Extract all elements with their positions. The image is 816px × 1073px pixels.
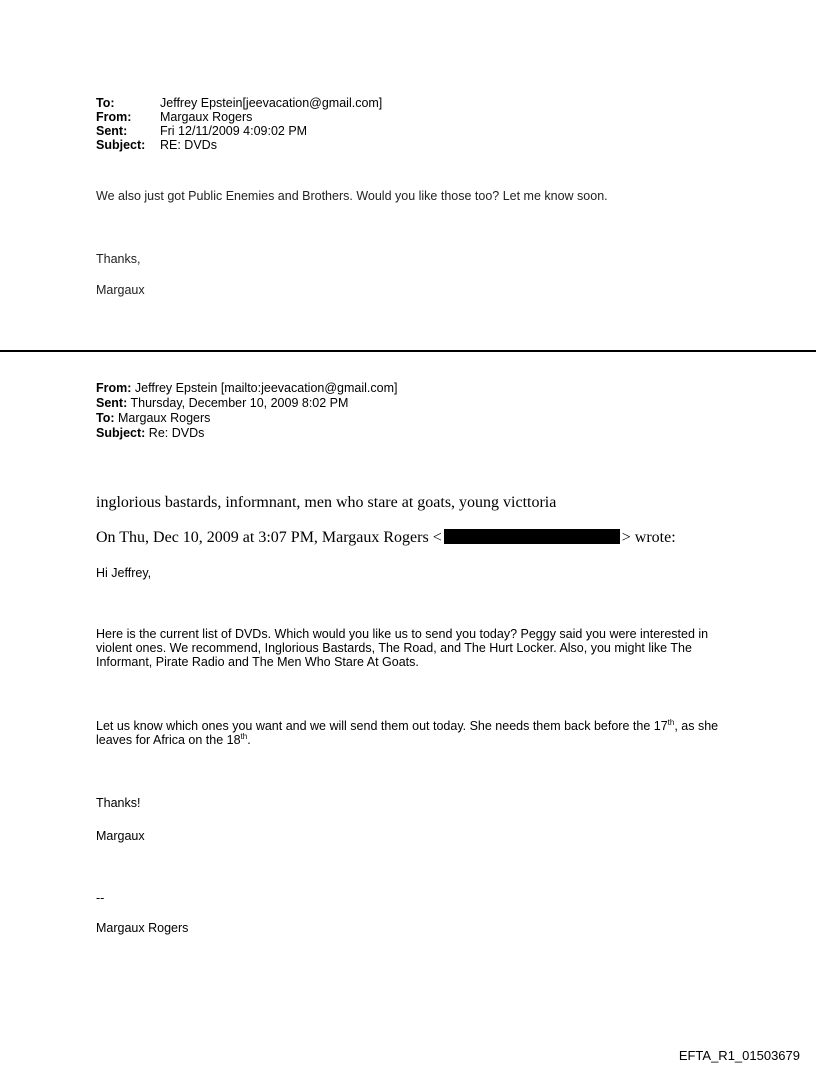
- para2-sup-1: th: [667, 717, 675, 727]
- sent-label: Sent:: [96, 396, 128, 410]
- email1-from-row: [96, 110, 382, 124]
- quoted-thanks: Thanks!: [96, 796, 141, 810]
- signature-full-name: Margaux Rogers: [96, 921, 189, 935]
- to-value: Jeffrey Epstein[jeevacation@gmail.com]: [160, 96, 383, 110]
- to-value: Margaux Rogers: [114, 411, 211, 425]
- from-value: Jeffrey Epstein [mailto:jeevacation@gmail.com]: [131, 381, 398, 395]
- quoted-signature: Margaux: [96, 829, 145, 843]
- redaction-box: [444, 529, 620, 544]
- subject-value: RE: DVDs: [160, 138, 217, 152]
- to-label: To:: [96, 411, 115, 425]
- email1-header: [96, 96, 382, 152]
- email1-sent-row: [96, 124, 382, 138]
- signature-separator: --: [96, 891, 105, 905]
- subject-value: Re: DVDs: [145, 426, 205, 440]
- email1-to-row: [96, 96, 382, 110]
- quote-suffix: > wrote:: [621, 529, 676, 546]
- subject-label: Subject:: [96, 138, 146, 152]
- from-label: From:: [96, 381, 132, 395]
- sent-label: Sent:: [96, 124, 128, 138]
- from-value: Margaux Rogers: [160, 110, 253, 124]
- email2-to-row: [96, 411, 397, 426]
- email2-sent-row: [96, 396, 397, 411]
- email2-subject-row: [96, 426, 397, 441]
- email1-body: We also just got Public Enemies and Brothers. Would you like those too? Let me know soon.: [96, 189, 608, 203]
- para2-text-b: , as she leaves for Africa on the 18: [96, 719, 719, 747]
- email2-reply: inglorious bastards, informnant, men who stare at goats, young victtoria: [96, 494, 557, 511]
- subject-label: Subject:: [96, 426, 146, 440]
- to-label: To:: [96, 96, 115, 110]
- para2-text-c: .: [247, 733, 251, 747]
- quoted-paragraph-1: Here is the current list of DVDs. Which would you like us to send you today? Peggy said you were interested in violent ones. We recommend, Inglorious Bastards, The Road, and The Hurt Locker. Also, you might like The Informant, Pirate Radio and The Men Who Stare At Goats.: [96, 627, 709, 669]
- from-label: From:: [96, 110, 132, 124]
- email1-thanks: Thanks,: [96, 252, 141, 266]
- quote-attribution: [96, 529, 676, 547]
- quoted-greeting: Hi Jeffrey,: [96, 566, 152, 580]
- sent-value: Thursday, December 10, 2009 8:02 PM: [127, 396, 349, 410]
- sent-value: Fri 12/11/2009 4:09:02 PM: [160, 124, 308, 138]
- para2-sup-2: th: [240, 731, 248, 741]
- email2-header: [96, 381, 397, 441]
- document-id: EFTA_R1_01503679: [678, 1048, 800, 1063]
- section-divider: [0, 350, 816, 352]
- quoted-paragraph-2: [96, 719, 736, 747]
- quote-prefix: On Thu, Dec 10, 2009 at 3:07 PM, Margaux Rogers <: [96, 529, 442, 546]
- email1-signature: Margaux: [96, 283, 145, 297]
- email1-subject-row: [96, 138, 382, 152]
- para2-text-a: Let us know which ones you want and we will send them out today. She needs them back before the 17: [96, 719, 668, 733]
- email2-from-row: [96, 381, 397, 396]
